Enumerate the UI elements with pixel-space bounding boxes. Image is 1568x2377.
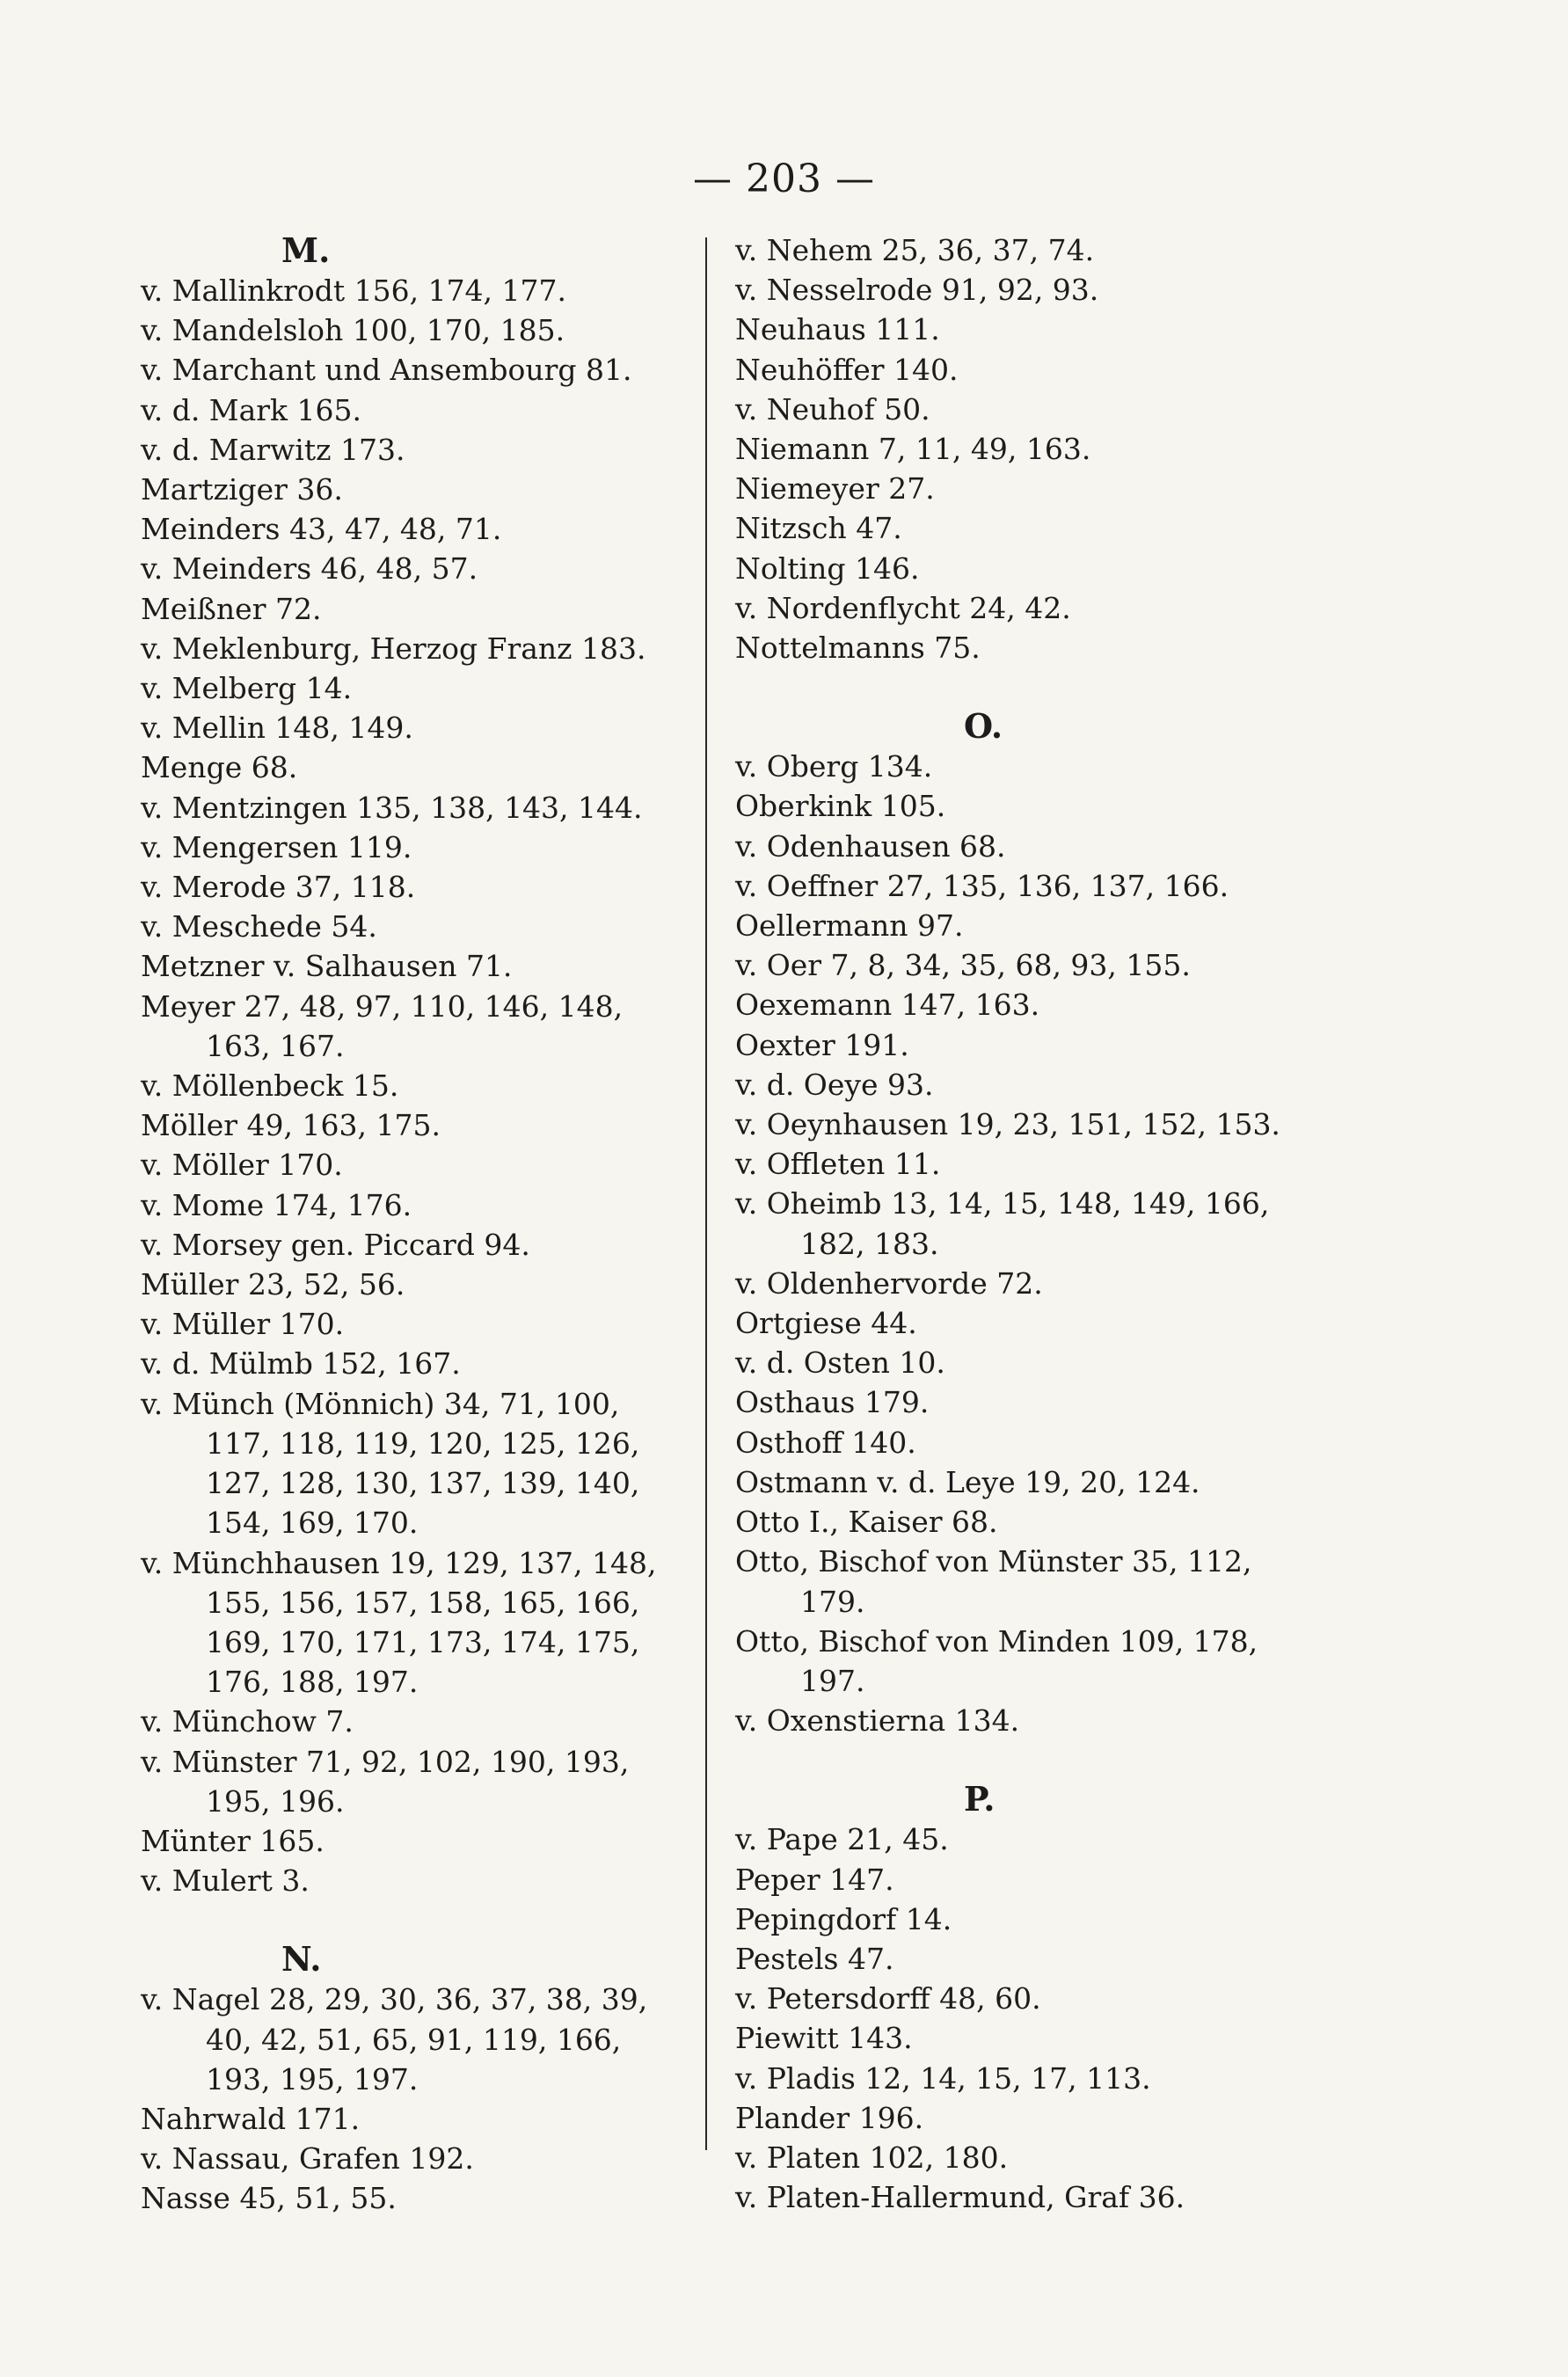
index-entry: Nottelmanns 75. (735, 631, 981, 666)
index-entry: Otto, Bischof von Minden 109, 178, 197. (735, 1623, 1258, 1698)
index-entry: Niemann 7, 11, 49, 163. (735, 432, 1091, 467)
index-entry: Osthoff 140. (735, 1425, 916, 1460)
index-entry: v. Meschede 54. (141, 909, 377, 944)
index-entry: v. Nordenflycht 24, 42. (735, 590, 1071, 625)
index-entry: Möller 49, 163, 175. (141, 1108, 441, 1143)
index-entry: v. Neuhof 50. (735, 391, 930, 427)
index-entry: v. d. Oeye 93. (735, 1067, 934, 1102)
index-entry: Oexter 191. (735, 1027, 909, 1062)
section-heading-m: M. (281, 230, 331, 270)
section-n-continued-entries (735, 230, 1298, 667)
index-entry: v. Münchhausen 19, 129, 137, 148, 155, 156, 157, 158, 165, 166, 169, 170, 171, 173, 174, 175, 176, 188, 197. (141, 1545, 657, 1700)
index-entry: v. Pape 21, 45. (735, 1822, 949, 1857)
right-column (735, 230, 1298, 2217)
index-entry: Nolting 146. (735, 551, 920, 586)
index-entry: Oexemann 147, 163. (735, 988, 1040, 1023)
index-entry: v. Oer 7, 8, 34, 35, 68, 93, 155. (735, 948, 1191, 983)
section-o-entries (735, 747, 1298, 1740)
index-entry: v. Pladis 12, 14, 15, 17, 113. (735, 2060, 1151, 2096)
index-entry: Meinders 43, 47, 48, 71. (141, 512, 502, 547)
column-divider (705, 237, 707, 2150)
index-entry: Oberkink 105. (735, 789, 946, 824)
index-entry: v. Platen 102, 180. (735, 2140, 1009, 2175)
index-entry: v. Oheimb 13, 14, 15, 148, 149, 166, 182, 183. (735, 1186, 1270, 1261)
index-entry: Nahrwald 171. (141, 2101, 361, 2136)
section-heading-n: N. (281, 1939, 322, 1980)
index-entry: v. Oberg 134. (735, 749, 933, 784)
page-number: — 203 — (693, 157, 875, 201)
section-n-entries (141, 1980, 686, 2218)
index-entry: v. Oxenstierna 134. (735, 1703, 1020, 1739)
index-entry: v. Oeffner 27, 135, 136, 137, 166. (735, 868, 1229, 903)
index-entry: v. Platen-Hallermund, Graf 36. (735, 2180, 1185, 2215)
index-entry: Müller 23, 52, 56. (141, 1267, 405, 1302)
index-entry: Metzner v. Salhausen 71. (141, 949, 513, 984)
index-entry: v. Münch (Mönnich) 34, 71, 100, 117, 118, 119, 120, 125, 126, 127, 128, 130, 137, 139, 140, 154, 169, 170. (141, 1386, 640, 1541)
index-entry: v. Möllenbeck 15. (141, 1068, 399, 1104)
index-entry: v. d. Marwitz 173. (141, 432, 405, 467)
index-entry: Osthaus 179. (735, 1385, 930, 1420)
index-entry: v. Nehem 25, 36, 37, 74. (735, 233, 1095, 267)
index-entry: Meyer 27, 48, 97, 110, 146, 148, 163, 167. (141, 988, 624, 1063)
index-entry: Pepingdorf 14. (735, 1901, 952, 1936)
index-entry: Martziger 36. (141, 472, 343, 507)
index-entry: Menge 68. (141, 750, 298, 785)
index-entry: Nasse 45, 51, 55. (141, 2181, 397, 2216)
index-entry: v. Mulert 3. (141, 1863, 310, 1899)
index-entry: v. Möller 170. (141, 1148, 343, 1183)
section-heading-o: O. (964, 706, 1003, 747)
index-entry: v. Mome 174, 176. (141, 1187, 412, 1222)
index-entry: v. Oeynhausen 19, 23, 151, 152, 153. (735, 1107, 1280, 1142)
index-entry: v. Mandelsloh 100, 170, 185. (141, 313, 565, 348)
index-entry: v. Odenhausen 68. (735, 828, 1006, 864)
index-entry: Oellermann 97. (735, 908, 964, 944)
index-entry: v. Marchant und Ansembourg 81. (141, 353, 632, 388)
index-entry: v. Morsey gen. Piccard 94. (141, 1227, 530, 1262)
index-entry: Otto, Bischof von Münster 35, 112, 179. (735, 1544, 1252, 1619)
index-entry: v. d. Osten 10. (735, 1345, 945, 1381)
index-entry: v. Münchow 7. (141, 1704, 354, 1739)
index-entry: v. Nassau, Grafen 192. (141, 2141, 474, 2176)
index-entry: v. d. Mülmb 152, 167. (141, 1346, 461, 1382)
index-entry: Pestels 47. (735, 1941, 894, 1976)
index-entry: Neuhaus 111. (735, 312, 940, 347)
index-entry: v. Meinders 46, 48, 57. (141, 551, 478, 587)
index-entry: v. Mentzingen 135, 138, 143, 144. (141, 790, 643, 825)
index-entry: v. Oldenhervorde 72. (735, 1265, 1043, 1301)
index-entry: v. Mengersen 119. (141, 829, 412, 864)
index-entry: v. Mallinkrodt 156, 174, 177. (141, 273, 567, 308)
index-entry: Nitzsch 47. (735, 511, 902, 546)
index-entry: Meißner 72. (141, 591, 322, 626)
index-entry: Neuhöffer 140. (735, 352, 959, 387)
index-entry: Peper 147. (735, 1862, 894, 1897)
index-entry: v. Nesselrode 91, 92, 93. (735, 273, 1099, 308)
left-column (141, 230, 686, 2219)
index-entry: Otto I., Kaiser 68. (735, 1505, 998, 1540)
index-entry: Niemeyer 27. (735, 471, 935, 507)
section-heading-p: P. (964, 1779, 995, 1819)
index-entry: Plander 196. (735, 2100, 924, 2135)
index-entry: v. Merode 37, 118. (141, 870, 416, 905)
index-entry: v. Meklenburg, Herzog Franz 183. (141, 631, 646, 666)
index-entry: v. Petersdorff 48, 60. (735, 1981, 1041, 2016)
index-entry: Münter 165. (141, 1823, 325, 1858)
section-p-entries (735, 1819, 1298, 2217)
index-entry: Ortgiese 44. (735, 1306, 917, 1341)
section-m-entries (141, 271, 686, 1900)
index-entry: v. Nagel 28, 29, 30, 36, 37, 38, 39, 40, 42, 51, 65, 91, 119, 166, 193, 195, 197. (141, 1982, 648, 2096)
index-entry: v. Münster 71, 92, 102, 190, 193, 195, 196. (141, 1744, 630, 1819)
index-entry: v. Mellin 148, 149. (141, 711, 413, 746)
index-entry: v. Offleten 11. (735, 1147, 941, 1182)
index-entry: Piewitt 143. (735, 2021, 913, 2056)
index-entry: v. d. Mark 165. (141, 392, 362, 427)
index-entry: v. Melberg 14. (141, 671, 353, 706)
index-entry: Ostmann v. d. Leye 19, 20, 124. (735, 1464, 1200, 1499)
index-entry: v. Müller 170. (141, 1307, 345, 1342)
